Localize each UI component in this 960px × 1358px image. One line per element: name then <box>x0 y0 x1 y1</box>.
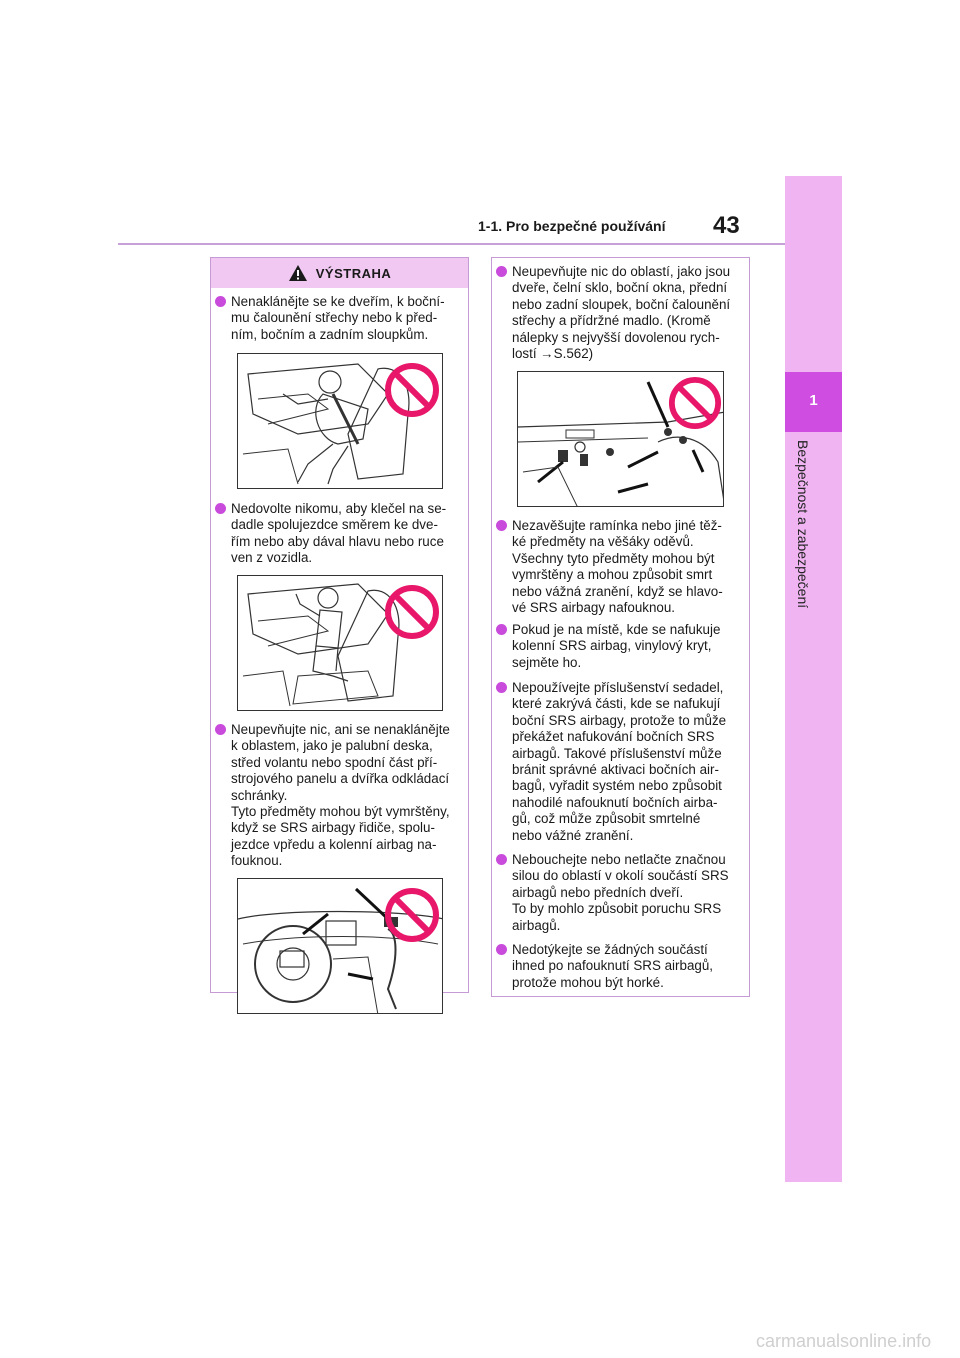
item-line: Tyto předměty mohou být vymrštěny, <box>231 804 450 820</box>
bullet-icon <box>496 624 507 635</box>
item-line: bagů, vyřadit systém nebo způsobit <box>512 778 722 794</box>
warning-title: VÝSTRAHA <box>315 265 392 281</box>
warning-item <box>496 942 748 991</box>
item-line: ven z vozidla. <box>231 550 313 566</box>
warning-item <box>496 518 748 616</box>
section-title: 1-1. Pro bezpečné používání <box>478 218 666 234</box>
prohibition-icon <box>668 376 722 430</box>
item-line: které zakrývá části, kde se nafukují <box>512 696 721 712</box>
item-line: lostí →S.562) <box>512 346 594 362</box>
prohibition-icon <box>384 887 440 943</box>
warning-box-right <box>491 257 750 997</box>
prohibition-icon <box>384 584 440 640</box>
item-line: airbagů. <box>512 917 561 933</box>
item-line: vymrštěny a mohou způsobit smrt <box>512 567 713 583</box>
item-line: ké předměty na věšáky oděvů. <box>512 534 694 550</box>
item-line: Všechny tyto předměty mohou být <box>512 550 715 566</box>
item-line: Pokud je na místě, kde se nafukuje <box>512 622 721 637</box>
item-line: jezdce vpředu a kolenní airbag na- <box>231 836 437 852</box>
item-line: Nenaklánějte se ke dveřím, k boční- <box>231 294 445 309</box>
warning-item <box>215 501 467 567</box>
item-line: mu čalounění střechy nebo k před- <box>231 310 438 326</box>
item-line: řím nebo aby dával hlavu nebo ruce <box>231 533 444 549</box>
item-line: střed volantu nebo spodní část pří- <box>231 754 438 770</box>
bullet-icon <box>496 682 507 693</box>
item-line: nebo zadní sloupek, boční čalounění <box>512 296 731 312</box>
item-line: Nedotýkejte se žádných součástí <box>512 942 708 957</box>
item-line: airbagů. Takové příslušenství může <box>512 745 722 761</box>
chapter-number: 1 <box>809 392 818 409</box>
item-line: Nezavěšujte ramínka nebo jiné těž- <box>512 518 722 533</box>
item-line: ním, bočním a zadním sloupkům. <box>231 326 429 342</box>
item-line: boční SRS airbagy, protože to může <box>512 712 727 728</box>
item-line: protože mohou být horké. <box>512 974 664 990</box>
page-number: 43 <box>713 212 740 239</box>
footer-watermark[interactable]: carmanualsonline.info <box>756 1331 932 1351</box>
figure-leaning-on-door <box>237 353 443 489</box>
item-line: silou do oblastí v okolí součástí SRS <box>512 868 729 884</box>
item-line: sejměte ho. <box>512 654 582 670</box>
item-line: střechy a přídržné madlo. (Kromě <box>512 313 711 329</box>
warning-item <box>215 294 467 343</box>
item-line: bránit správné aktivaci bočních air- <box>512 762 719 778</box>
item-line: fouknou. <box>231 853 283 869</box>
bullet-icon <box>496 266 507 277</box>
header-rule <box>118 243 785 245</box>
prohibition-icon <box>384 362 440 418</box>
figure-windshield-area <box>517 371 724 507</box>
item-line: dadle spolujezdce směrem ke dve- <box>231 517 438 533</box>
warning-box-left <box>210 257 469 993</box>
warning-item <box>496 622 748 671</box>
item-line: Nepoužívejte příslušenství sedadel, <box>512 680 724 695</box>
item-line: airbagů nebo předních dveří. <box>512 884 684 900</box>
figure-kneeling-on-seat <box>237 575 443 711</box>
item-line: strojového panelu a dvířka odkládací <box>231 771 450 787</box>
warning-header <box>211 258 468 288</box>
warning-item <box>496 264 748 362</box>
warning-item <box>496 680 748 844</box>
chapter-label: Bezpečnost a zabezpečení <box>795 440 811 609</box>
bullet-icon <box>496 944 507 955</box>
item-line: když se SRS airbagy řidiče, spolu- <box>231 820 435 836</box>
bullet-icon <box>215 724 226 735</box>
item-line: Nedovolte nikomu, aby klečel na se- <box>231 501 447 516</box>
item-line: Nebouchejte nebo netlačte značnou <box>512 852 726 867</box>
item-line: ihned po nafouknutí SRS airbagů, <box>512 958 714 974</box>
item-line: nebo vážná zranění, když se hlavo- <box>512 583 723 599</box>
item-line: nálepky s nejvyšší dovolenou rych- <box>512 329 720 345</box>
warning-item <box>215 722 467 870</box>
item-line: To by mohlo způsobit poruchu SRS <box>512 901 722 917</box>
item-line: schránky. <box>231 787 288 803</box>
item-line: kolenní SRS airbag, vinylový kryt, <box>512 638 712 654</box>
item-line: nahodilé nafouknutí bočních airba- <box>512 794 718 810</box>
item-line: vé SRS airbagy nafouknou. <box>512 600 676 616</box>
item-line: Neupevňujte nic, ani se nenaklánějte <box>231 722 450 737</box>
item-line: dveře, čelní sklo, boční okna, přední <box>512 280 728 296</box>
item-line: překážet nafukování bočních SRS <box>512 729 715 745</box>
item-line: Neupevňujte nic do oblastí, jako jsou <box>512 264 731 279</box>
warning-item <box>496 852 748 934</box>
item-line: gů, což může způsobit smrtelné <box>512 811 701 827</box>
item-line: k oblastem, jako je palubní deska, <box>231 738 433 754</box>
item-line: nebo vážné zranění. <box>512 827 634 843</box>
figure-dashboard <box>237 878 443 1014</box>
warning-triangle-icon <box>288 264 308 282</box>
bullet-icon <box>496 520 507 531</box>
bullet-icon <box>496 854 507 865</box>
bullet-icon <box>215 296 226 307</box>
bullet-icon <box>215 503 226 514</box>
